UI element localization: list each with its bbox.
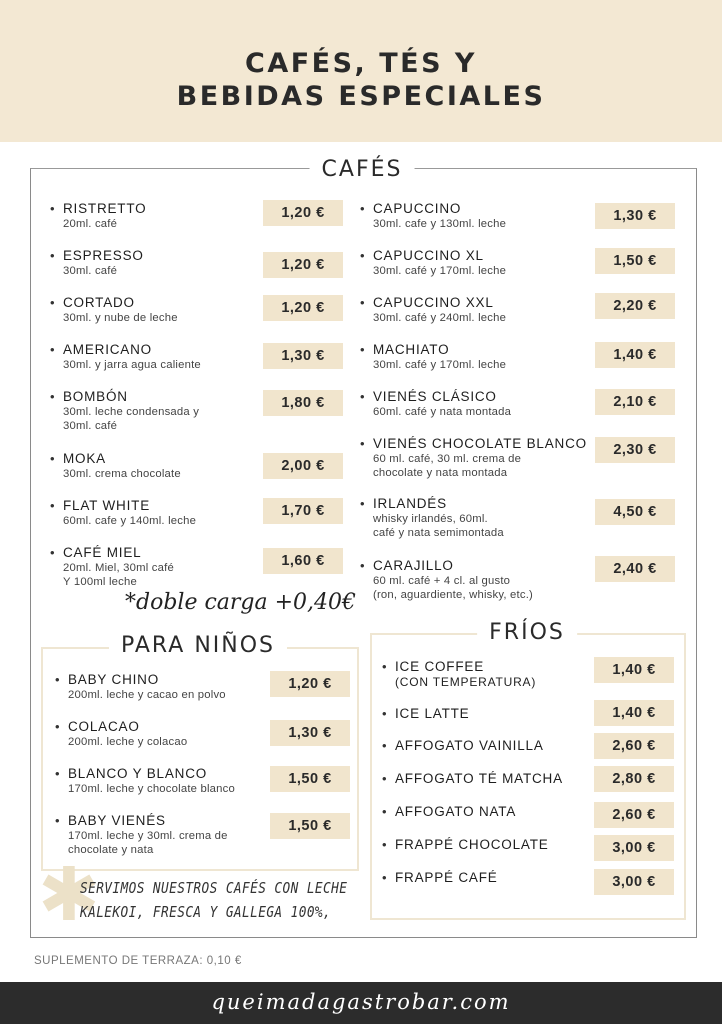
menu-item-name: BABY CHINO [68,672,160,687]
menu-item-description: 30ml. crema chocolate [63,468,181,480]
menu-item-name: RISTRETTO [63,201,147,216]
menu-item-name: AMERICANO [63,342,152,357]
bullet-icon: • [55,813,60,828]
menu-item-price: 1,40 € [594,700,674,726]
page-title-line1: CAFÉS, TÉS Y [245,48,477,79]
bullet-icon: • [50,201,55,216]
bullet-icon: • [50,545,55,560]
bullet-icon: • [382,870,387,885]
menu-item-description: 30ml. y nube de leche [63,312,178,324]
menu-item-description: 20ml. Miel, 30ml café Y 100ml leche [63,562,174,588]
bullet-icon: • [382,837,387,852]
menu-item-price: 2,80 € [594,766,674,792]
menu-item-name: CAPUCCINO XXL [373,295,494,310]
menu-item-price: 3,00 € [594,869,674,895]
ninos-section-title: PARA NIÑOS [109,633,287,659]
menu-item-description: 60ml. cafe y 140ml. leche [63,515,197,527]
bullet-icon: • [50,451,55,466]
bullet-icon: • [382,771,387,786]
menu-item-description: 60ml. café y nata montada [373,406,512,418]
menu-item-name: BOMBÓN [63,389,128,404]
bullet-icon: • [382,804,387,819]
menu-item-price: 2,10 € [595,389,675,415]
menu-item-name: ICE LATTE [395,706,470,721]
bullet-icon: • [50,498,55,513]
menu-item-price: 1,40 € [595,342,675,368]
menu-item-description: 60 ml. café + 4 cl. al gusto (ron, aguardiente, whisky, etc.) [373,575,534,601]
menu-item-price: 1,50 € [270,813,350,839]
menu-item-description: 30ml. y jarra agua caliente [63,359,201,371]
bullet-icon: • [360,558,365,573]
bullet-icon: • [50,342,55,357]
menu-item-price: 1,20 € [263,295,343,321]
bullet-icon: • [360,342,365,357]
menu-item-name: BABY VIENÉS [68,813,166,828]
bullet-icon: • [55,672,60,687]
frios-section-title: FRÍOS [477,620,577,646]
menu-item-price: 1,30 € [270,720,350,746]
milk-note-line2: KALEKOI, FRESCA Y GALLEGA 100%, [80,903,332,921]
menu-item-description: (CON TEMPERATURA) [395,675,537,689]
menu-item-name: VIENÉS CHOCOLATE BLANCO [373,436,587,451]
menu-item-name: CORTADO [63,295,135,310]
cafes-section-title: CAFÉS [310,157,415,183]
bullet-icon: • [382,706,387,721]
menu-item-name: CAFÉ MIEL [63,545,142,560]
menu-item-price: 2,60 € [594,802,674,828]
website-link[interactable]: queimadagastrobar.com [211,990,511,1014]
menu-item-price: 2,20 € [595,293,675,319]
menu-item-price: 1,20 € [263,200,343,226]
header-banner [0,0,722,142]
menu-item-price: 1,80 € [263,390,343,416]
footer-bar [0,982,722,1024]
menu-item-name: ESPRESSO [63,248,144,263]
bullet-icon: • [360,496,365,511]
bullet-icon: • [360,201,365,216]
menu-item-price: 1,50 € [595,248,675,274]
menu-item-price: 2,60 € [594,733,674,759]
menu-item-description: 30ml. café [63,265,118,277]
menu-item-name: COLACAO [68,719,140,734]
menu-item-name: AFFOGATO TÉ MATCHA [395,771,563,786]
menu-item-name: IRLANDÉS [373,496,447,511]
menu-item-description: 20ml. café [63,218,118,230]
bullet-icon: • [55,766,60,781]
menu-item-name: ICE COFFEE [395,659,485,674]
menu-item-price: 2,00 € [263,453,343,479]
bullet-icon: • [382,659,387,674]
bullet-icon: • [360,248,365,263]
menu-item-name: AFFOGATO VAINILLA [395,738,544,753]
menu-item-name: VIENÉS CLÁSICO [373,389,497,404]
menu-item-price: 1,40 € [594,657,674,683]
menu-item-description: 200ml. leche y colacao [68,736,188,748]
bullet-icon: • [50,389,55,404]
menu-item-price: 1,60 € [263,548,343,574]
menu-item-description: 170ml. leche y 30ml. crema de chocolate y nata [68,830,228,856]
bullet-icon: • [360,295,365,310]
menu-item-price: 2,40 € [595,556,675,582]
bullet-icon: • [360,436,365,451]
menu-item-name: BLANCO Y BLANCO [68,766,208,781]
menu-item-price: 1,50 € [270,766,350,792]
menu-item-name: MOKA [63,451,106,466]
asterisk-icon: ✱ [38,853,101,936]
menu-item-name: FLAT WHITE [63,498,151,513]
bullet-icon: • [50,248,55,263]
terrace-supplement: SUPLEMENTO DE TERRAZA: 0,10 € [34,955,242,967]
menu-item-price: 1,20 € [263,252,343,278]
menu-item-description: 60 ml. café, 30 ml. crema de chocolate y nata montada [373,453,522,479]
menu-item-price: 3,00 € [594,835,674,861]
menu-item-description: 30ml. café y 240ml. leche [373,312,507,324]
menu-item-name: FRAPPÉ CAFÉ [395,870,498,885]
bullet-icon: • [382,738,387,753]
double-shot-note: *doble carga +0,40€ [125,590,357,615]
menu-item-name: MACHIATO [373,342,450,357]
menu-item-name: AFFOGATO NATA [395,804,517,819]
milk-note-line1: SERVIMOS NUESTROS CAFÉS CON LECHE [80,879,348,897]
menu-item-description: 170ml. leche y chocolate blanco [68,783,235,795]
bullet-icon: • [55,719,60,734]
bullet-icon: • [50,295,55,310]
menu-item-name: CAPUCCINO XL [373,248,484,263]
menu-item-name: CARAJILLO [373,558,454,573]
menu-item-price: 2,30 € [595,437,675,463]
menu-item-price: 1,30 € [263,343,343,369]
menu-item-price: 1,20 € [270,671,350,697]
menu-item-description: 30ml. café y 170ml. leche [373,359,507,371]
menu-item-price: 4,50 € [595,499,675,525]
menu-item-description: 30ml. café y 170ml. leche [373,265,507,277]
menu-item-price: 1,30 € [595,203,675,229]
menu-item-description: 30ml. cafe y 130ml. leche [373,218,507,230]
menu-item-description: 30ml. leche condensada y 30ml. café [63,406,200,432]
page-title-line2: BEBIDAS ESPECIALES [176,81,546,112]
menu-item-description: 200ml. leche y cacao en polvo [68,689,226,701]
menu-item-price: 1,70 € [263,498,343,524]
menu-item-name: CAPUCCINO [373,201,462,216]
menu-item-description: whisky irlandés, 60ml. café y nata semimontada [373,513,504,539]
menu-item-name: FRAPPÉ CHOCOLATE [395,837,549,852]
bullet-icon: • [360,389,365,404]
